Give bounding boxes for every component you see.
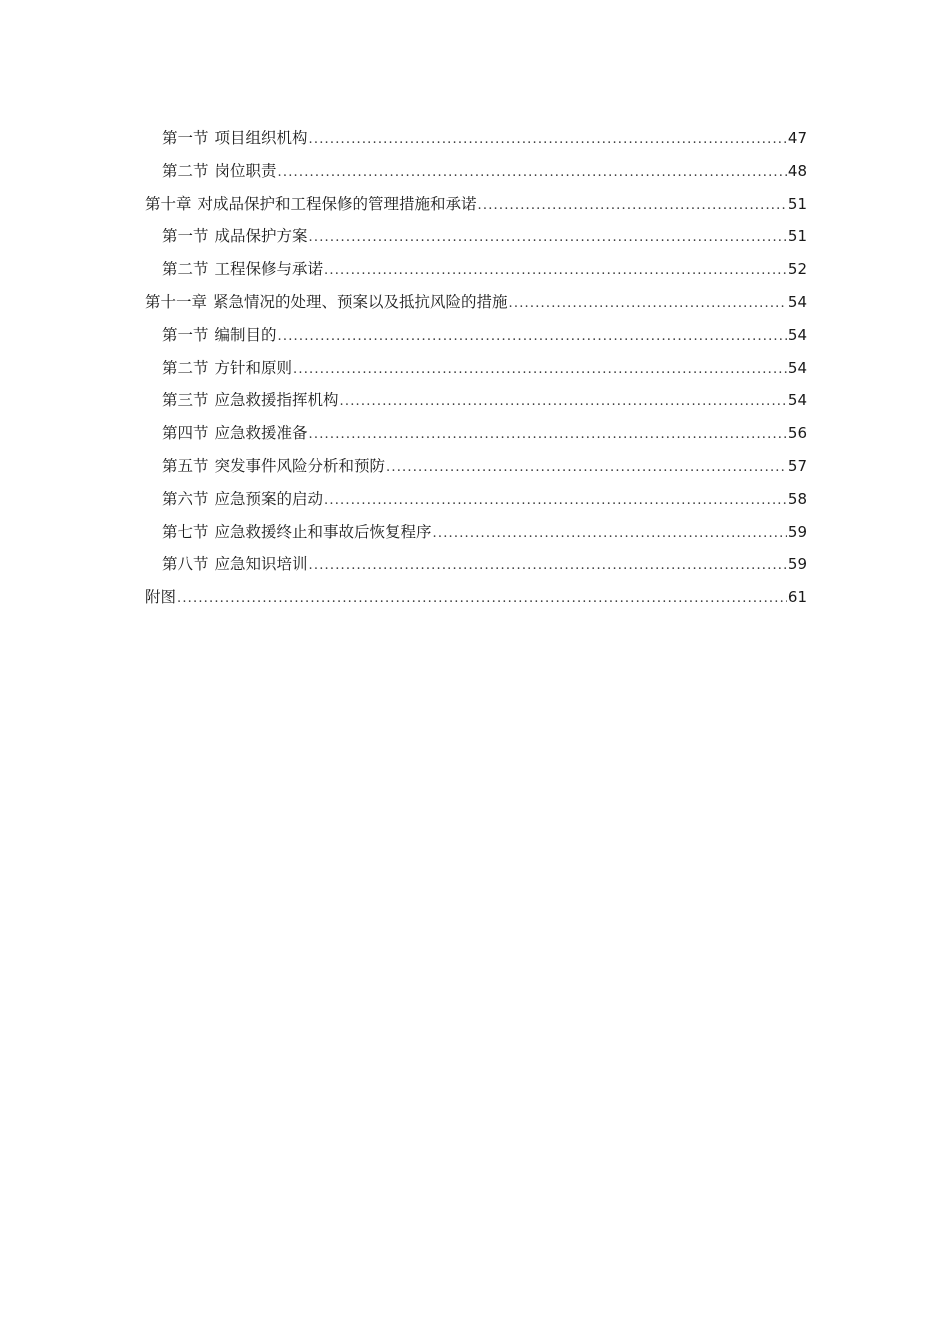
toc-entry-number: 第十章 [145, 194, 192, 213]
toc-page-number: 52 [787, 260, 807, 279]
toc-entry-title [162, 483, 323, 516]
toc-entry-title [162, 516, 432, 549]
table-of-contents [145, 122, 807, 614]
toc-page-number: 61 [787, 588, 807, 607]
toc-page-number: 51 [787, 227, 807, 246]
toc-dot-leader [293, 354, 787, 387]
toc-entry-text: 工程保修与承诺 [214, 260, 324, 279]
toc-page-number: 59 [787, 522, 807, 541]
toc-page-number: 54 [787, 358, 807, 377]
toc-page-number: 54 [787, 292, 807, 311]
toc-entry-number: 第六节 [162, 489, 209, 508]
toc-entry-number: 第一节 [162, 325, 209, 344]
toc-entry-title [162, 352, 292, 385]
toc-entry-title [162, 450, 385, 483]
toc-entry-text: 应急知识培训 [214, 555, 308, 574]
toc-page-number: 59 [787, 555, 807, 574]
toc-entry-text: 紧急情况的处理、预案以及抵抗风险的措施 [213, 292, 508, 311]
toc-entry-number: 第四节 [162, 424, 209, 443]
toc-entry-title [162, 155, 277, 188]
toc-entry-text: 对成品保护和工程保修的管理措施和承诺 [197, 194, 477, 213]
toc-entry-title [162, 220, 308, 253]
toc-dot-leader [278, 321, 787, 354]
toc-entry-title [162, 122, 308, 155]
toc-entry[interactable] [145, 384, 807, 417]
toc-page-number: 47 [787, 129, 807, 147]
toc-entry-text: 方针和原则 [214, 358, 293, 377]
toc-entry-text: 成品保护方案 [214, 227, 308, 246]
toc-dot-leader [309, 419, 787, 452]
toc-entry-number: 第八节 [162, 555, 209, 574]
toc-dot-leader [278, 157, 787, 190]
toc-page-number: 54 [787, 391, 807, 410]
toc-entry-number: 第五节 [162, 456, 209, 475]
toc-entry-title [145, 188, 477, 221]
toc-dot-leader [309, 124, 787, 157]
toc-entry-number: 第二节 [162, 358, 209, 377]
toc-dot-leader [340, 386, 787, 419]
toc-entry[interactable] [145, 319, 807, 352]
toc-entry-text: 项目组织机构 [214, 129, 308, 147]
toc-entry[interactable] [145, 253, 807, 286]
toc-entry-number: 第一节 [162, 129, 209, 147]
toc-page-number: 58 [787, 489, 807, 508]
toc-entry[interactable] [145, 352, 807, 385]
toc-entry-number: 第二节 [162, 161, 209, 180]
toc-dot-leader [478, 190, 787, 223]
toc-entry-text: 应急救援指挥机构 [214, 391, 339, 410]
toc-page-number: 51 [787, 194, 807, 213]
toc-page-number: 48 [787, 161, 807, 180]
toc-entry-title [145, 581, 176, 614]
toc-entry[interactable] [145, 581, 807, 614]
toc-entry-title [162, 384, 339, 417]
toc-entry[interactable] [145, 516, 807, 549]
toc-entry[interactable] [145, 122, 807, 155]
toc-entry-title [162, 417, 308, 450]
toc-dot-leader [433, 518, 787, 551]
toc-entry-text: 岗位职责 [214, 161, 277, 180]
toc-dot-leader [309, 222, 787, 255]
toc-entry[interactable] [145, 450, 807, 483]
toc-dot-leader [386, 452, 787, 485]
toc-entry-text: 编制目的 [214, 325, 277, 344]
toc-dot-leader [309, 550, 787, 583]
toc-entry-number: 第二节 [162, 260, 209, 279]
toc-entry[interactable] [145, 188, 807, 221]
toc-entry[interactable] [145, 220, 807, 253]
toc-entry-title [162, 319, 277, 352]
toc-dot-leader [324, 485, 787, 518]
toc-page-number: 57 [787, 456, 807, 475]
toc-entry-number: 第十一章 [145, 292, 208, 311]
toc-entry-text: 应急救援准备 [214, 424, 308, 443]
toc-entry-text: 附图 [145, 588, 177, 607]
toc-dot-leader [177, 583, 787, 616]
toc-entry[interactable] [145, 155, 807, 188]
toc-entry[interactable] [145, 286, 807, 319]
toc-entry[interactable] [145, 483, 807, 516]
toc-entry-number: 第七节 [162, 522, 209, 541]
toc-entry-title [145, 286, 508, 319]
toc-entry[interactable] [145, 548, 807, 581]
toc-entry-text: 应急预案的启动 [214, 489, 324, 508]
toc-entry[interactable] [145, 417, 807, 450]
toc-page-number: 54 [787, 325, 807, 344]
toc-entry-number: 第三节 [162, 391, 209, 410]
toc-dot-leader [324, 255, 787, 288]
toc-entry-title [162, 548, 308, 581]
toc-entry-number: 第一节 [162, 227, 209, 246]
toc-page-number: 56 [787, 424, 807, 443]
toc-entry-text: 应急救援终止和事故后恢复程序 [214, 522, 432, 541]
toc-entry-title [162, 253, 323, 286]
toc-entry-text: 突发事件风险分析和预防 [214, 456, 386, 475]
toc-dot-leader [509, 288, 787, 321]
